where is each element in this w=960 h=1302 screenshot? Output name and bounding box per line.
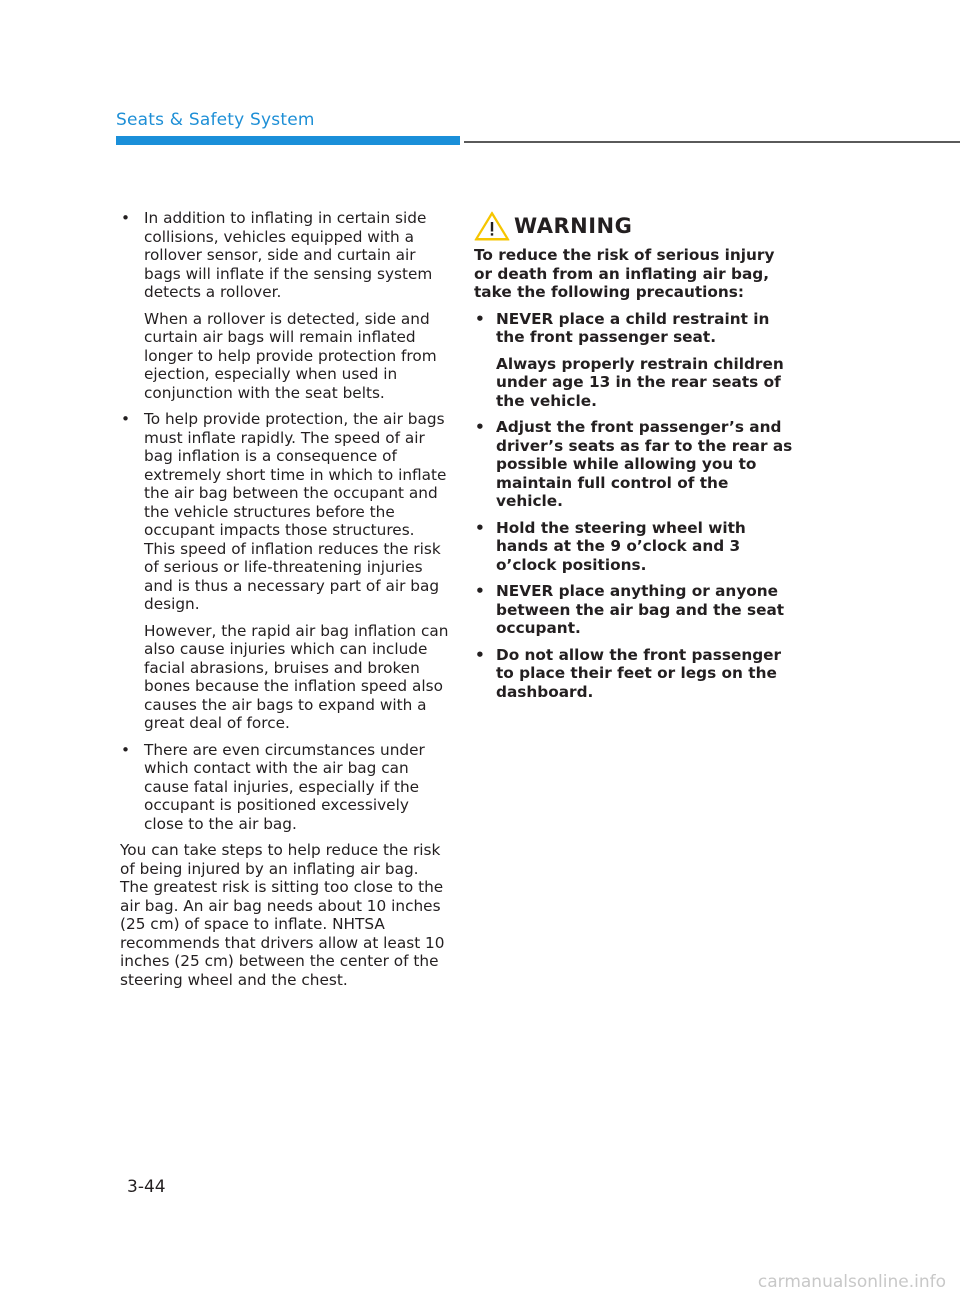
warning-title: WARNING <box>514 213 633 238</box>
warning-bullet-item <box>474 519 796 575</box>
warning-paragraph: Do not allow the front passenger to place their feet or legs on the dashboard. <box>496 645 782 701</box>
bullet-item <box>120 209 450 402</box>
bullet-dot: • <box>475 645 485 664</box>
warning-paragraph: Hold the steering wheel with hands at the 9 o’clock and 3 o’clock positions. <box>496 518 746 574</box>
bullet-dot: • <box>475 418 485 436</box>
section-title: Seats & Safety System <box>116 110 315 130</box>
bullet-dot: • <box>121 209 131 227</box>
closing-paragraph: You can take steps to help reduce the risk of being injured by an inflating air bag. The greatest risk is sitting too close to the air bag. An air bag needs about 10 inches (25 cm) of space to inflate. NHTSA recommends that drivers allow at least 10 inches (25 cm) between the center of the steering wheel and the chest. <box>120 841 445 989</box>
header-divider-line <box>464 141 960 143</box>
bullet-paragraph: However, the rapid air bag inflation can also cause injuries which can include facial abrasions, bruises and broken bones because the inflation speed also causes the air bags to expand with a great deal of force. <box>144 621 449 732</box>
bullet-paragraph: To help provide protection, the air bags must inflate rapidly. The speed of air bag inflation is a consequence of extremely short time in which to inflate the air bag between the occupant and the vehicle structures before the occupant impacts those structures. This speed of inflation reduces the risk of serious or life-threatening injuries and is thus a necessary part of air bag design. <box>144 410 447 613</box>
bullet-dot: • <box>121 410 131 428</box>
warning-triangle-icon <box>474 211 510 241</box>
page-number: 3-44 <box>127 1177 166 1197</box>
warning-bullet-item <box>474 310 796 411</box>
bullet-dot: • <box>121 740 131 759</box>
bullet-paragraph: There are even circumstances under which contact with the air bag can cause fatal injuries, especially if the occupant is positioned excessively close to the air bag. <box>144 740 425 833</box>
left-column <box>120 209 450 989</box>
warning-paragraph: Adjust the front passenger’s and driver’s seats as far to the rear as possible while allowing you to maintain full control of the vehicle. <box>496 418 793 510</box>
watermark: carmanualsonline.info <box>757 1272 946 1292</box>
bullet-paragraph: When a rollover is detected, side and curtain air bags will remain inflated longer to help provide protection from ejection, especially when used in conjunction with the seat belts. <box>144 309 437 402</box>
bullet-dot: • <box>475 518 485 537</box>
bullet-dot: • <box>475 582 485 600</box>
warning-header <box>474 210 796 242</box>
warning-paragraph: NEVER place a child restraint in the front passenger seat. <box>496 309 770 346</box>
warning-bullet-item <box>474 646 796 702</box>
header-accent-bar <box>116 136 460 145</box>
warning-box <box>474 210 796 709</box>
bullet-item <box>120 741 450 834</box>
bullet-dot: • <box>475 309 485 328</box>
warning-paragraph: Always properly restrain children under age 13 in the rear seats of the vehicle. <box>496 354 784 410</box>
warning-bullet-item <box>474 582 796 638</box>
bullet-paragraph: In addition to inflating in certain side collisions, vehicles equipped with a rollover sensor, side and curtain air bags will inflate if the sensing system detects a rollover. <box>144 209 433 301</box>
bullet-item <box>120 410 450 733</box>
warning-intro: To reduce the risk of serious injury or death from an inflating air bag, take the following precautions: <box>474 246 775 301</box>
warning-bullet-item <box>474 418 796 511</box>
warning-paragraph: NEVER place anything or anyone between the air bag and the seat occupant. <box>496 582 785 637</box>
